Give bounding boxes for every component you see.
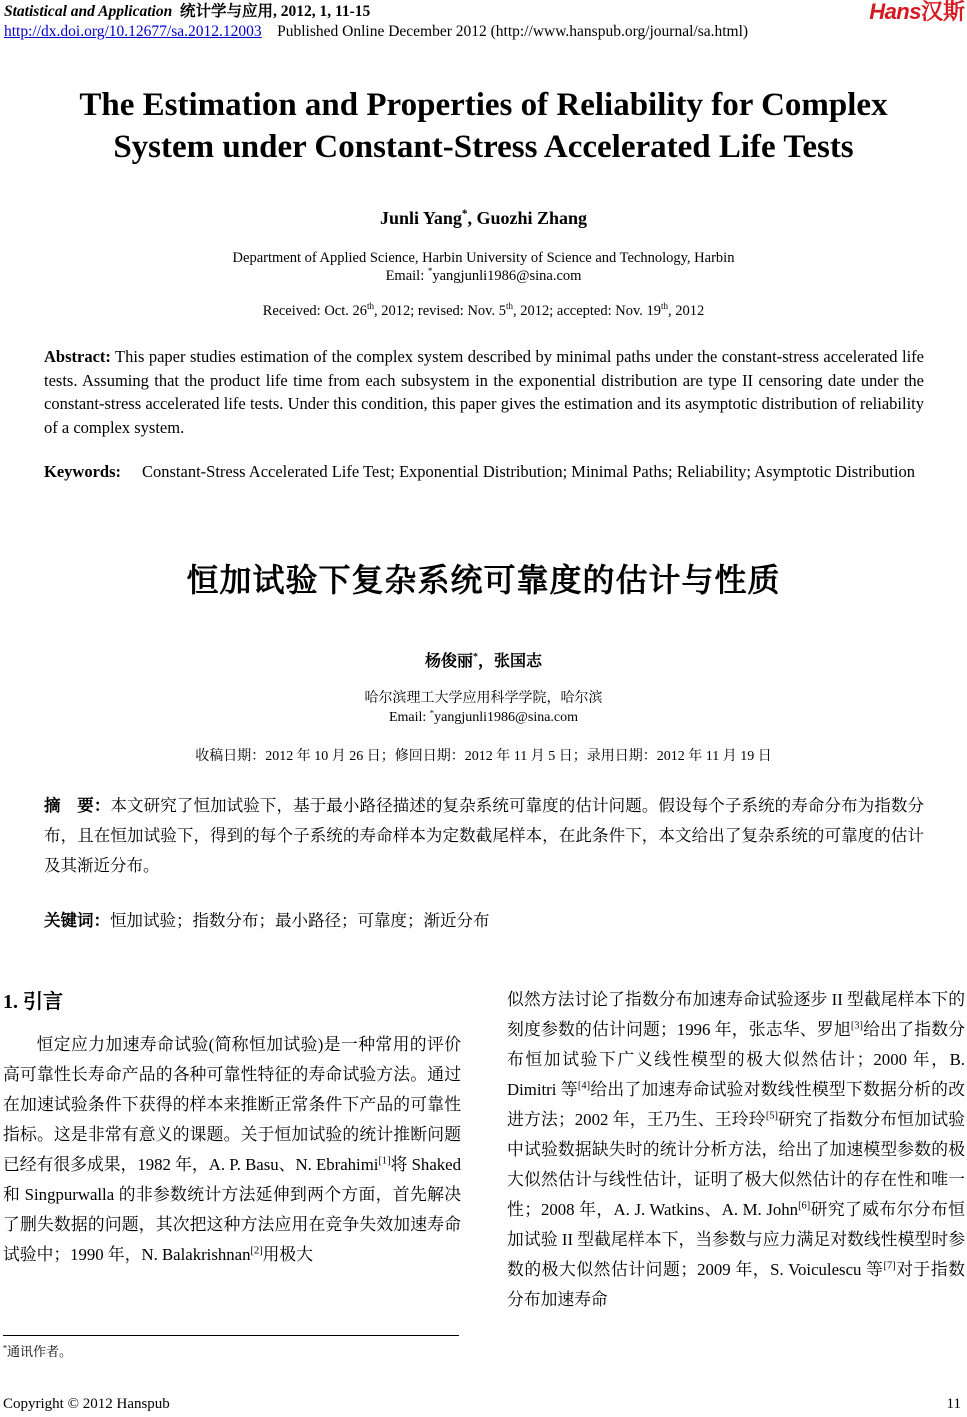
abstract-label-cn: 摘 要： [44, 796, 111, 815]
email-line-cn [0, 708, 967, 727]
text-run: 给出了加速寿命试验对数线性模型下数据分析的改进方法；2002 年，王乃生、王玲玲 [507, 1080, 965, 1129]
journal-issue: 统计学与应用, 2012, 1, 11-15 [179, 3, 371, 20]
text-run: 对于指数分布加速寿命 [507, 1260, 965, 1309]
doi-line [4, 22, 964, 42]
received-dates-cn: 收稿日期：2012 年 10 月 26 日；修回日期：2012 年 11 月 5 日；录用日期：2012 年 11 月 19 日 [195, 749, 772, 764]
footnote-text: 通讯作者。 [7, 1344, 73, 1359]
author-2: Guozhi Zhang [476, 208, 587, 228]
text-run: 用极大 [262, 1245, 313, 1264]
ordinal-suffix: th [505, 301, 513, 312]
author-1-cn: 杨俊丽 [425, 653, 474, 670]
paragraph [507, 985, 965, 1315]
date-tail: , 2012 [668, 303, 705, 319]
copyright-notice: Copyright © 2012 Hanspub [3, 1396, 170, 1412]
body-column-left [3, 1030, 461, 1270]
corresponding-mark: * [461, 208, 468, 220]
citation-ref[interactable]: [1] [378, 1155, 391, 1167]
text-run: 似然方法讨论了指数分布加速寿命试验逐步 II 型截尾样本下的刻度参数的估计问题；1996 年，张志华、罗旭 [507, 990, 965, 1039]
accepted-date: , 2012; accepted: Nov. 19 [512, 303, 662, 319]
abstract-en [44, 345, 924, 439]
doi-link[interactable]: http://dx.doi.org/10.12677/sa.2012.12003 [4, 23, 262, 40]
journal-citation [4, 2, 964, 22]
logo-latin: Hans [869, 0, 921, 24]
received-dates-en [0, 303, 967, 320]
abstract-text: This paper studies estimation of the complex system described by minimal paths under the constant-stress accelerated life tests. Assuming that the product life time from each subsystem in the exponential distribution are type II censoring date under the constant-stress accelerated life tests. Under this condition, this paper gives the estimation and its asymptotic distribution of reliability of a complex system. [44, 347, 924, 437]
abstract-label: Abstract: [44, 347, 111, 366]
keywords-label: Keywords: [44, 462, 121, 481]
text-run: 恒定应力加速寿命试验(简称恒加试验)是一种常用的评价高可靠性长寿命产品的各种可靠性特征的寿命试验方法。通过在加速试验条件下获得的样本来推断正常条件下产品的可靠性指标。这是非常有意义的课题。关于恒加试验的统计推断问题已经有很多成果，1982 年，A. P. Basu、N. Ebrahimi [3, 1035, 461, 1174]
citation-ref[interactable]: [5] [765, 1110, 778, 1122]
author-1: Junli Yang [380, 208, 462, 228]
corresponding-mark: * [473, 651, 478, 663]
text-run: 研究了指数分布恒加试验中试验数据缺失时的统计分析方法，给出了加速模型参数的极大似然估计与线性估计，证明了极大似然估计的存在性和唯一性；2008 年，A. J. Watkins、A. M. John [507, 1110, 965, 1219]
email-address-cn[interactable]: yangjunli1986@sina.com [434, 710, 579, 725]
text-run: 将 Shaked 和 Singpurwalla 的非参数统计方法延伸到两个方面，首先解决了删失数据的问题，其次把这种方法应用在竞争失效加速寿命试验中；1990 年，N. Balakrishnan [3, 1155, 461, 1264]
journal-name: Statistical and Application [4, 3, 173, 20]
email-label: Email: [388, 710, 430, 725]
footnote [3, 1341, 72, 1360]
citation-ref[interactable]: [2] [250, 1245, 263, 1257]
text-run: 研究了威布尔分布恒加试验 II 型截尾样本下，当参数与应力满足对数线性模型时参数的极大似然估计问题；2009 年，S. Voiculescu 等 [507, 1200, 965, 1279]
page-number: 11 [946, 1396, 961, 1412]
abstract-cn [44, 791, 924, 881]
paragraph [3, 1030, 461, 1270]
authors-en [0, 208, 967, 229]
affiliation-cn [0, 689, 967, 727]
citation-ref[interactable]: [3] [850, 1020, 863, 1032]
paper-title-en [0, 84, 967, 168]
email-line [0, 267, 967, 285]
affiliation-en [0, 249, 967, 285]
author-separator: , [467, 208, 477, 228]
ordinal-suffix: th [367, 301, 375, 312]
received-date: Received: Oct. 26 [262, 303, 368, 319]
published-online-text: Published Online December 2012 (http://www.hanspub.org/journal/sa.html) [277, 23, 749, 40]
text-run: 给出了指数分布恒加试验下广义线性模型的极大似然估计；2000 年，B. Dimitri 等 [507, 1020, 965, 1099]
email-mark: * [427, 266, 433, 277]
abstract-text-cn: 本文研究了恒加试验下，基于最小路径描述的复杂系统可靠度的估计问题。假设每个子系统的寿命分布为指数分布，且在恒加试验下，得到的每个子系统的寿命样本为定数截尾样本，在此条件下，本文给出了复杂系统的可靠度的估计及其渐近分布。 [44, 796, 925, 875]
section-heading-introduction [3, 985, 63, 1014]
email-mark: * [429, 707, 435, 718]
running-header [4, 2, 964, 42]
citation-ref[interactable]: [6] [798, 1200, 811, 1212]
keywords-text: Constant-Stress Accelerated Life Test; Exponential Distribution; Minimal Paths; Reliability; Asymptotic Distribution [142, 462, 916, 481]
keywords-label-cn: 关键词： [44, 911, 110, 930]
authors-cn [0, 648, 967, 671]
ordinal-suffix: th [661, 301, 669, 312]
hans-logo [869, 0, 965, 24]
paper-title-cn: 恒加试验下复杂系统可靠度的估计与性质 [186, 561, 781, 599]
email-address[interactable]: yangjunli1986@sina.com [432, 268, 582, 284]
keywords-text-cn: 恒加试验；指数分布；最小路径；可靠度；渐近分布 [110, 911, 490, 930]
title-line-2: System under Constant-Stress Accelerated Life Tests [113, 129, 854, 165]
affiliation-text-cn: 哈尔滨理工大学应用科学学院，哈尔滨 [364, 691, 603, 706]
author-2-cn: 张国志 [493, 653, 542, 670]
title-line-1: The Estimation and Properties of Reliability for Complex [79, 87, 888, 123]
affiliation-text: Department of Applied Science, Harbin University of Science and Technology, Harbin [232, 250, 735, 266]
section-title: 引言 [23, 989, 63, 1013]
body-column-right [507, 985, 965, 1315]
footnote-divider [3, 1335, 459, 1336]
keywords-en [44, 460, 924, 483]
keywords-cn [44, 907, 924, 935]
author-separator: ， [477, 653, 494, 670]
revised-date: , 2012; revised: Nov. 5 [374, 303, 506, 319]
section-number: 1. [3, 991, 23, 1013]
email-label: Email: [385, 268, 428, 284]
footnote-mark: * [3, 1343, 8, 1353]
logo-cn: 汉斯 [920, 0, 965, 24]
citation-ref[interactable]: [4] [577, 1080, 591, 1092]
citation-ref[interactable]: [7] [883, 1260, 896, 1272]
